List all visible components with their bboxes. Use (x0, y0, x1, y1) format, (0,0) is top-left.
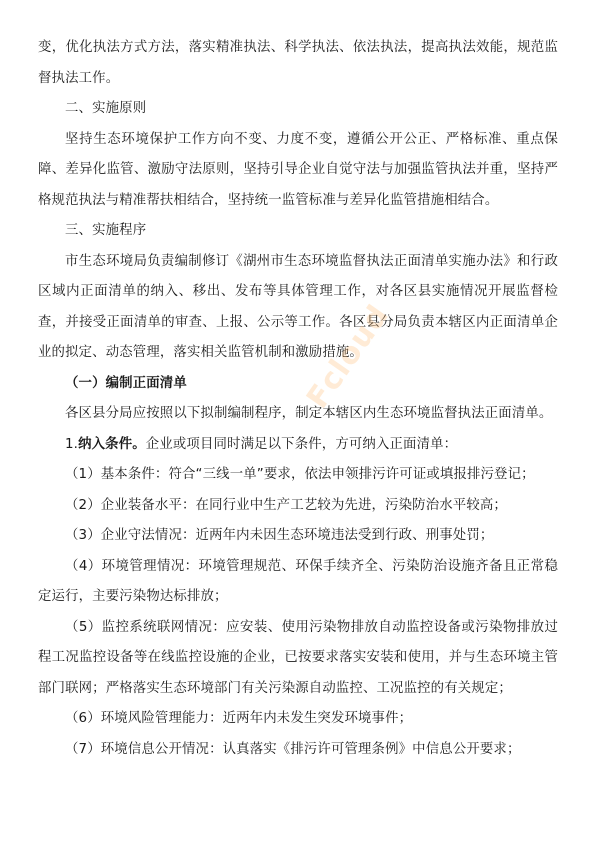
condition-item-4: （4）环境管理情况：环境管理规范、环保手续齐全、污染防治设施齐备且正常稳定运行，主要污染物达标排放； (38, 558, 558, 604)
condition-item-3: （3）企业守法情况：近两年内未因生态环境违法受到行政、刑事处罚； (65, 528, 494, 543)
condition-item-1: （1）基本条件：符合“三线一单”要求，依法申领排污许可证或填报排污登记； (65, 467, 535, 482)
section-heading-principles: 二、实施原则 (65, 101, 147, 116)
inclusion-conditions-text: 企业或项目同时满足以下条件，方可纳入正面清单： (145, 436, 458, 452)
condition-item-6: （6）环境风险管理能力：近两年内未发生突发环境事件； (65, 711, 413, 726)
inclusion-conditions-label: 纳入条件。 (78, 436, 146, 452)
paragraph-procedure: 市生态环境局负责编制修订《湖州市生态环境监督执法正面清单实施办法》和行政区域内正面清单的纳入、移出、发布等具体管理工作，对各区县实施情况开展监督检查，并接受正面清单的审查、上报、公示等工作。各区县分局负责本辖区内正面清单企业的拟定、动态管理，落实相关监管机制和激励措施。 (38, 253, 558, 360)
condition-item-5: （5）监控系统联网情况：应安装、使用污染物排放自动监控设备或污染物排放过程工况监控设备等在线监控设施的企业，已按要求落实安装和使用，并与生态环境主管部门联网；严格落实生态环境部门有关污染源自动监控、工况监控的有关规定； (38, 619, 558, 696)
list-number: 1. (65, 436, 79, 452)
section-heading-procedure: 三、实施程序 (65, 223, 147, 238)
condition-item-7: （7）环境信息公开情况：认真落实《排污许可管理条例》中信息公开要求； (65, 741, 521, 757)
document-body (38, 33, 558, 765)
paragraph-inclusion-conditions (38, 430, 558, 461)
paragraph-continuation: 变，优化执法方式方法，落实精准执法、科学执法、依法执法，提高执法效能，规范监督执法工作。 (38, 40, 558, 86)
condition-item-2: （2）企业装备水平：在同行业中生产工艺较为先进，污染防治水平较高； (65, 497, 507, 513)
watermark: Fcloud (300, 298, 397, 416)
subsection-heading-compile-list: （一）编制正面清单 (65, 375, 187, 391)
paragraph-compile-procedure: 各区县分局应按照以下拟制编制程序，制定本辖区内生态环境监督执法正面清单。 (65, 406, 553, 421)
paragraph-principles: 坚持生态环境保护工作方向不变、力度不变，遵循公开公正、严格标准、重点保障、差异化监管、激励守法原则，坚持引导企业自觉守法与加强监管执法并重，坚持严格规范执法与精准帮扶相结合，坚持统一监管标准与差异化监管措施相结合。 (38, 131, 558, 208)
